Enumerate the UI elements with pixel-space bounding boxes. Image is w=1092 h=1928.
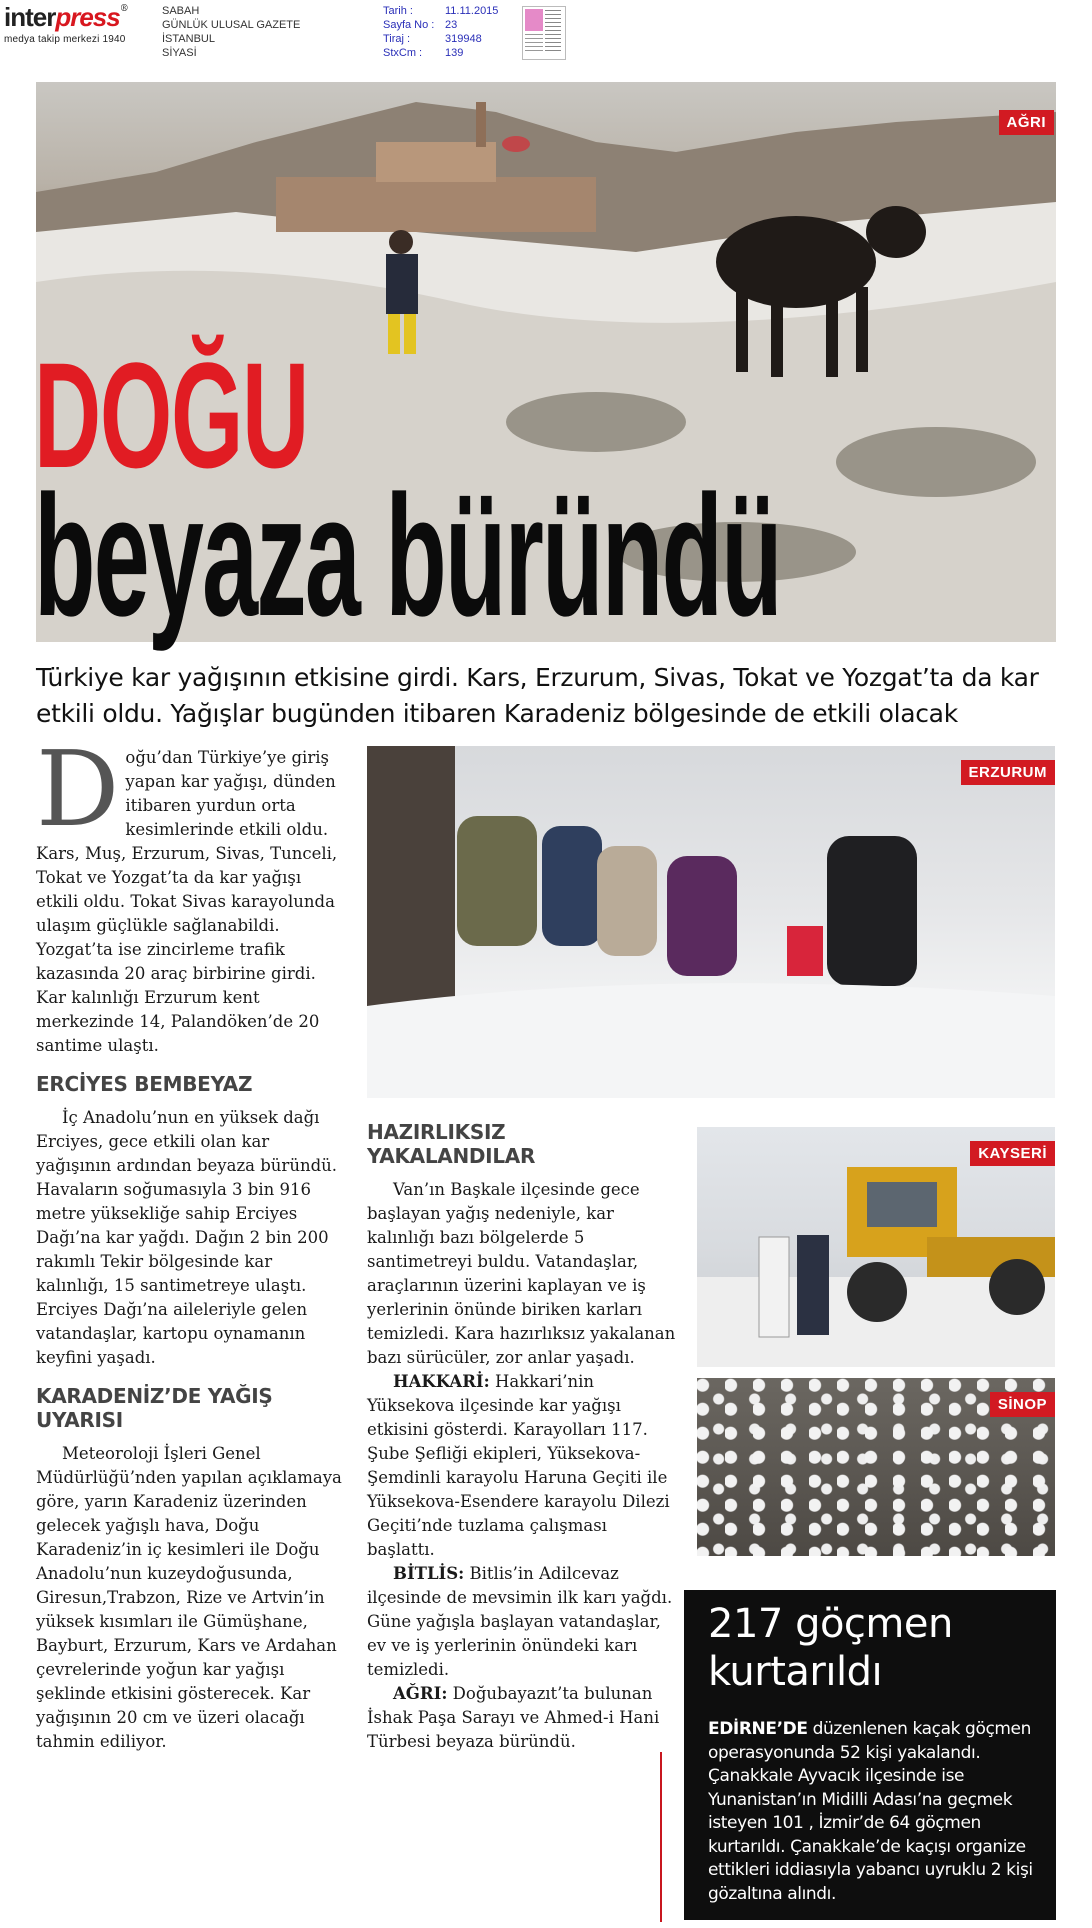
red-divider-line (660, 1752, 662, 1922)
paragraph-bitlis (367, 1562, 677, 1682)
lead-bitlis: BİTLİS: (393, 1564, 465, 1583)
migrant-news-box (684, 1590, 1056, 1920)
box-body (708, 1718, 1044, 1906)
headline-black: beyaza büründü (34, 460, 781, 652)
meta-value: 139 (445, 47, 464, 59)
thumbnail-text-block (545, 10, 561, 54)
meta-key: Tiraj : (383, 33, 411, 45)
drop-cap: D (36, 728, 120, 850)
thumbnail-highlight (525, 9, 543, 31)
text-hakkari: Hakkari’nin Yüksekova ilçesinde kar yağışı etkisini gösterdi. Karayolları 117. Şube Şefliği ekipleri, Yüksekova-Şemdinli karayolu Haruna Geçiti ile Yüksekova-Esendere karayolu Dilezi Geçiti’nde tuzlama çalışması başlattı. (367, 1372, 670, 1559)
article-subtitle: Türkiye kar yağışının etkisine girdi. Kars, Erzurum, Sivas, Tokat ve Yozgat’ta da kar etkili oldu. Yağışlar bugünden itibaren Karadeniz bölgesinde de etkili olacak (36, 663, 1039, 728)
publication-city: İSTANBUL (162, 33, 215, 45)
meta-key: Tarih : (383, 5, 413, 17)
meta-row-date (383, 4, 498, 18)
box-title: 217 göçmen kurtarıldı (708, 1601, 953, 1695)
section-heading-hazirliksiz: HAZIRLIKSIZ YAKALANDILAR (367, 1120, 536, 1168)
logo-word-press: press (55, 2, 120, 32)
text-bitlis: Bitlis’in Adilcevaz ilçesinde de mevsimin ilk karı yağdı. Güne yağışla başlayan vatandaşlar, ev ve iş yerlerinin önündeki karı temizledi. (367, 1564, 673, 1679)
meta-value: 319948 (445, 33, 482, 45)
box-text: düzenlenen kaçak göçmen operasyonunda 52 kişi yakalandı. Çanakkale Ayvacık ilçesinde ise Yunanistan’ın Midilli Adası’na geçmek isteyen 101 , İzmir’de 64 göçmen kurtarıldı. Çanakkale’de kaçışı organize ettikleri iddiasıyla yabancı uyruklu 2 kişi gözaltına alındı. (708, 1719, 1033, 1904)
publication-type: GÜNLÜK ULUSAL GAZETE (162, 19, 301, 31)
logo-registered-mark: ® (119, 4, 129, 14)
section-heading-erciyes: ERCİYES BEMBEYAZ (36, 1072, 253, 1096)
meta-value: 11.11.2015 (445, 5, 499, 17)
location-tag-erzurum: ERZURUM (961, 760, 1056, 785)
meta-row-circulation (383, 32, 498, 46)
intro-paragraph (36, 728, 342, 1058)
location-tag-sinop: SİNOP (990, 1392, 1055, 1417)
photo-sinop (697, 1378, 1055, 1556)
paragraph-hakkari (367, 1370, 677, 1562)
meta-value: 23 (445, 19, 458, 31)
location-tag-kayseri: KAYSERİ (970, 1141, 1055, 1166)
photo-kayseri (697, 1127, 1055, 1367)
headline-red: DOĞU (34, 331, 309, 499)
box-lead: EDİRNE’DE (708, 1719, 808, 1739)
page-thumbnail[interactable] (522, 6, 566, 60)
article-column-2 (367, 1120, 677, 1754)
section-text-karadeniz: Meteoroloji İşleri Genel Müdürlüğü’nden yapılan açıklamaya göre, yarın Karadeniz üzerinden gelecek yağışlı hava, Doğu Karadeniz’in iç kesimleri ile Doğu Anadolu’nun kuzeydoğusunda, Giresun,Trabzon, Rize ve Artvin’in yüksek kısımları ile Gümüşhane, Bayburt, Erzurum, Kars ve Ardahan çevrelerinde yoğun kar yağışı şeklinde etkisini gösterecek. Kar yağışının 20 cm ve üzeri olacağı tahmin ediliyor. (36, 1444, 342, 1751)
erzurum-scene-illustration (367, 746, 1055, 1098)
paragraph-agri (367, 1682, 677, 1754)
lead-hakkari: HAKKARİ: (393, 1372, 490, 1391)
intro-text: oğu’dan Türkiye’ye giriş yapan kar yağışı, dünden itibaren yurdun orta kesimlerinde etkili oldu. Kars, Muş, Erzurum, Sivas, Tunceli, Tokat ve Yozgat’ta da kar yağışı etkili oldu. Tokat Sivas karayolunda ulaşım güçlükle sağlanabildi. Yozgat’ta ise zincirleme trafik kazasında 20 araç birbirine girdi. Kar kalınlığı Erzurum kent merkezinde 14, Palandöken’de 20 santime ulaştı. (36, 748, 338, 1055)
meta-row-stxcm (383, 46, 498, 60)
article-column-1 (36, 728, 342, 1754)
lead-agri: AĞRI: (393, 1684, 448, 1703)
photo-erzurum (367, 746, 1055, 1098)
meta-key: Sayfa No : (383, 19, 435, 31)
location-tag-agri: AĞRI (999, 110, 1055, 135)
meta-key: StxCm : (383, 47, 423, 59)
clipping-meta (383, 4, 498, 60)
logo-word-inter: inter (4, 2, 56, 32)
publication-name: SABAH (162, 5, 200, 17)
meta-row-page (383, 18, 498, 32)
section-heading-karadeniz: KARADENİZ’DE YAĞIŞ UYARISI (36, 1384, 273, 1432)
interpress-logo (4, 4, 154, 48)
text-agri: Doğubayazıt’ta bulunan İshak Paşa Sarayı ve Ahmed-i Hani Türbesi beyaza büründü. (367, 1684, 660, 1751)
pedestrians (457, 816, 917, 986)
thumbnail-text-block (525, 34, 543, 54)
publication-category: SİYASİ (162, 47, 197, 59)
paragraph-van: Van’ın Başkale ilçesinde gece başlayan yağış nedeniyle, kar kalınlığı bazı bölgelerde 5 santimetreyi buldu. Vatandaşlar, araçlarının üzerini kaplayan ve iş yerlerinin önünde biriken karları temizledi. Kara hazırlıksız yakalanan bazı sürücüler, zor anlar yaşadı. (367, 1180, 676, 1367)
publication-info (162, 4, 300, 60)
logo-tagline: medya takip merkezi 1940 (4, 34, 126, 45)
section-text-erciyes: İç Anadolu’nun en yüksek dağı Erciyes, gece etkili olan kar yağışının ardından beyaza büründü. Havaların soğumasıyla 3 bin 916 metre yüksekliğe sahip Erciyes Dağı’na kar yağdı. Dağın 2 bin 200 rakımlı Tekir bölgesinde kar kalınlığı, 15 santimetreye ulaştı. Erciyes Dağı’na aileleriyle gelen vatandaşlar, kartopu oynamanın keyfini yaşadı. (36, 1108, 338, 1367)
